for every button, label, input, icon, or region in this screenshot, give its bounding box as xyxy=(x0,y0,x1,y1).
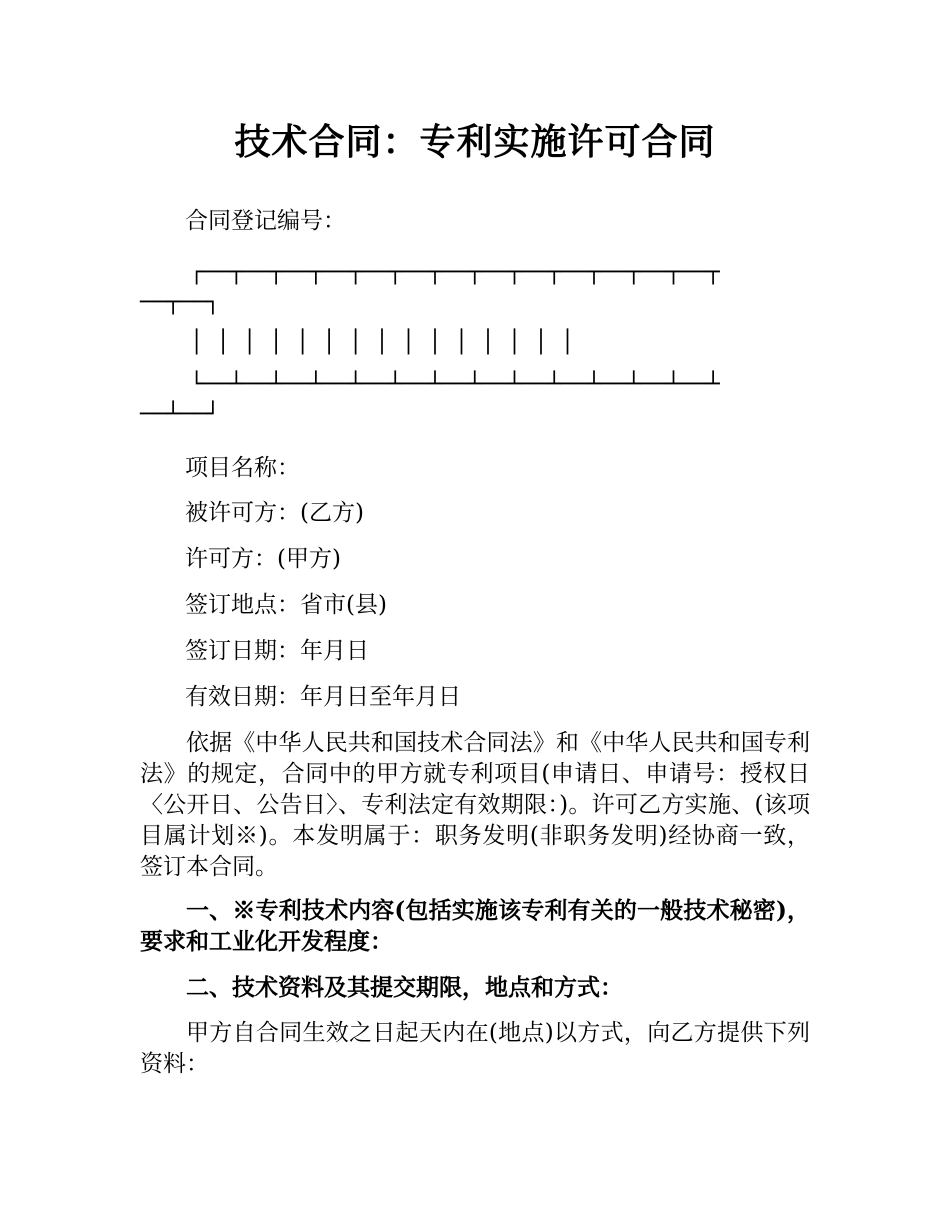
registration-number-label: 合同登记编号： xyxy=(185,208,346,234)
registration-grid-top-line-2: ──┬──┐ xyxy=(140,290,220,315)
document-title: 技术合同：专利实施许可合同 xyxy=(234,121,716,163)
sign-date-field: 签订日期：年月日 xyxy=(185,638,369,664)
sign-place-field: 签订地点：省市(县) xyxy=(185,592,387,618)
valid-period-field: 有效日期：年月日至年月日 xyxy=(185,684,461,710)
licensee-field: 被许可方：(乙方) xyxy=(185,500,364,526)
registration-grid-bottom-line-1: └──┴──┴──┴──┴──┴──┴──┴──┴──┴──┴──┴──┴──┴ xyxy=(190,372,720,397)
section-2-body: 甲方自合同生效之日起天内在(地点)以方式，向乙方提供下列资料： xyxy=(140,1020,810,1077)
licensor-field: 许可方：(甲方) xyxy=(185,546,341,572)
project-name-field: 项目名称： xyxy=(185,455,300,481)
intro-paragraph: 依据《中华人民共和国技术合同法》和《中华人民共和国专利法》的规定，合同中的甲方就专利项目(申请日、申请号：授权日〈公开日、公告日〉、专利法定有效期限：)。许可乙方实施、(该项目属计划※)。本发明属于：职务发明(非职务发明)经协商一致，签订本合同。 xyxy=(140,730,810,880)
registration-grid-middle-line: │ │ │ │ │ │ │ │ │ │ │ │ │ │ │ xyxy=(190,330,575,355)
registration-grid-top-line-1: ┌──┬──┬──┬──┬──┬──┬──┬──┬──┬──┬──┬──┬──┬ xyxy=(190,260,720,285)
registration-grid-bottom-line-2: ──┴──┘ xyxy=(140,402,220,427)
section-1-heading: 一、※专利技术内容(包括实施该专利有关的一般技术秘密)，要求和工业化开发程度： xyxy=(140,897,810,955)
section-2-heading: 二、技术资料及其提交期限，地点和方式： xyxy=(186,974,623,1001)
